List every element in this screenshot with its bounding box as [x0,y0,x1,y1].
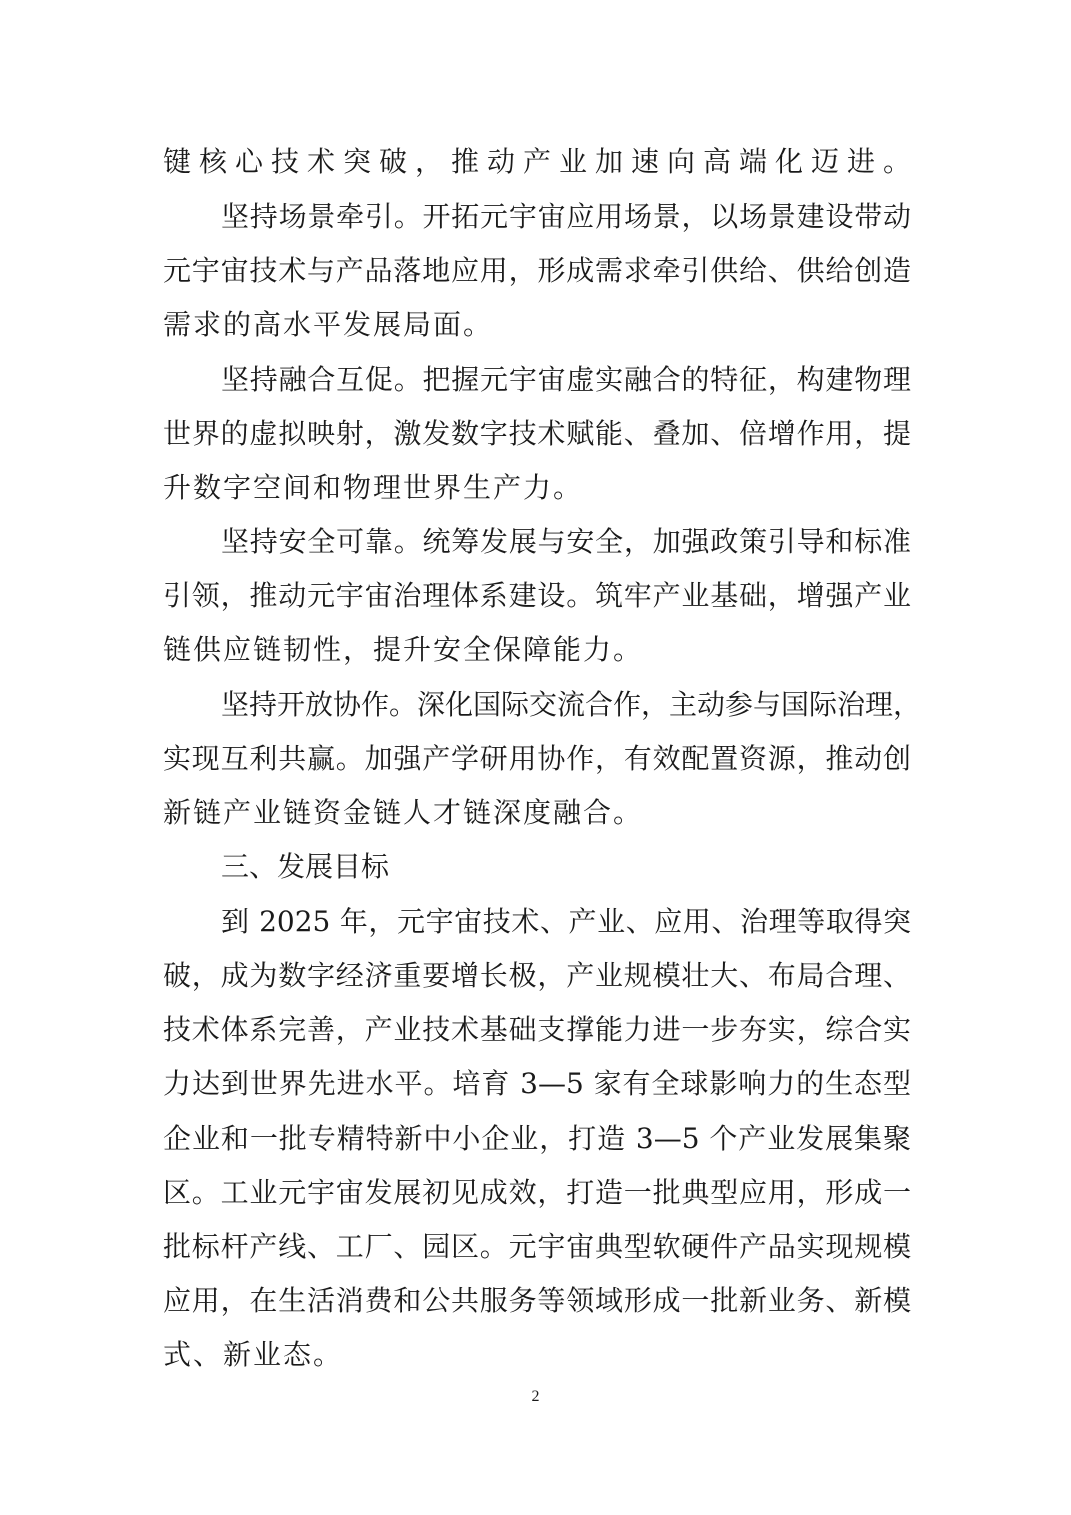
section-heading: 坚持融合互促。 [221,363,423,396]
text-line: 世界的虚拟映射，激发数字技术赋能、叠加、倍增作用，提 [163,417,911,450]
section-heading: 坚持开放协作。 [221,688,418,721]
text-line: 实现互利共赢。加强产学研用协作，有效配置资源，推动创 [163,742,911,775]
text-line: 键核心技术突破，推动产业加速向高端化迈进。 [163,145,911,178]
text-line: 坚持场景牵引。开拓元宇宙应用场景，以场景建设带动 [221,200,911,233]
text-line: 区。工业元宇宙发展初见成效，打造一批典型应用，形成一 [163,1176,911,1209]
text-line: 技术体系完善，产业技术基础支撑能力进一步夯实，综合实 [163,1013,911,1046]
text-line: 升数字空间和物理世界生产力。 [163,471,584,504]
text-line: 企业和一批专精特新中小企业，打造 3—5 个产业发展集聚 [163,1122,911,1155]
text-line: 新链产业链资金链人才链深度融合。 [163,796,644,829]
section-heading: 坚持场景牵引。 [221,200,423,233]
text-line: 式、新业态。 [163,1338,344,1371]
text-line: 坚持开放协作。深化国际交流合作，主动参与国际治理， [221,688,922,721]
section-heading: 三、发展目标 [221,850,390,883]
text-line: 需求的高水平发展局面。 [163,308,494,341]
text-line: 坚持安全可靠。统筹发展与安全，加强政策引导和标准 [221,525,911,558]
text-line: 坚持融合互促。把握元宇宙虚实融合的特征，构建物理 [221,363,911,396]
text-line: 到 2025 年，元宇宙技术、产业、应用、治理等取得突 [221,905,911,938]
page-number: 2 [531,1388,540,1405]
text-line: 力达到世界先进水平。培育 3—5 家有全球影响力的生态型 [163,1067,911,1100]
text-line: 元宇宙技术与产品落地应用，形成需求牵引供给、供给创造 [163,254,911,287]
text-line: 引领，推动元宇宙治理体系建设。筑牢产业基础，增强产业 [163,579,911,612]
text-line [221,848,911,886]
text-line: 链供应链韧性，提升安全保障能力。 [163,633,644,666]
section-heading: 坚持安全可靠。 [221,525,423,558]
text-line: 破，成为数字经济重要增长极，产业规模壮大、布局合理、 [163,959,911,992]
text-line: 批标杆产线、工厂、园区。元宇宙典型软硬件产品实现规模 [163,1230,911,1263]
text-line: 应用，在生活消费和公共服务等领域形成一批新业务、新模 [163,1284,911,1317]
